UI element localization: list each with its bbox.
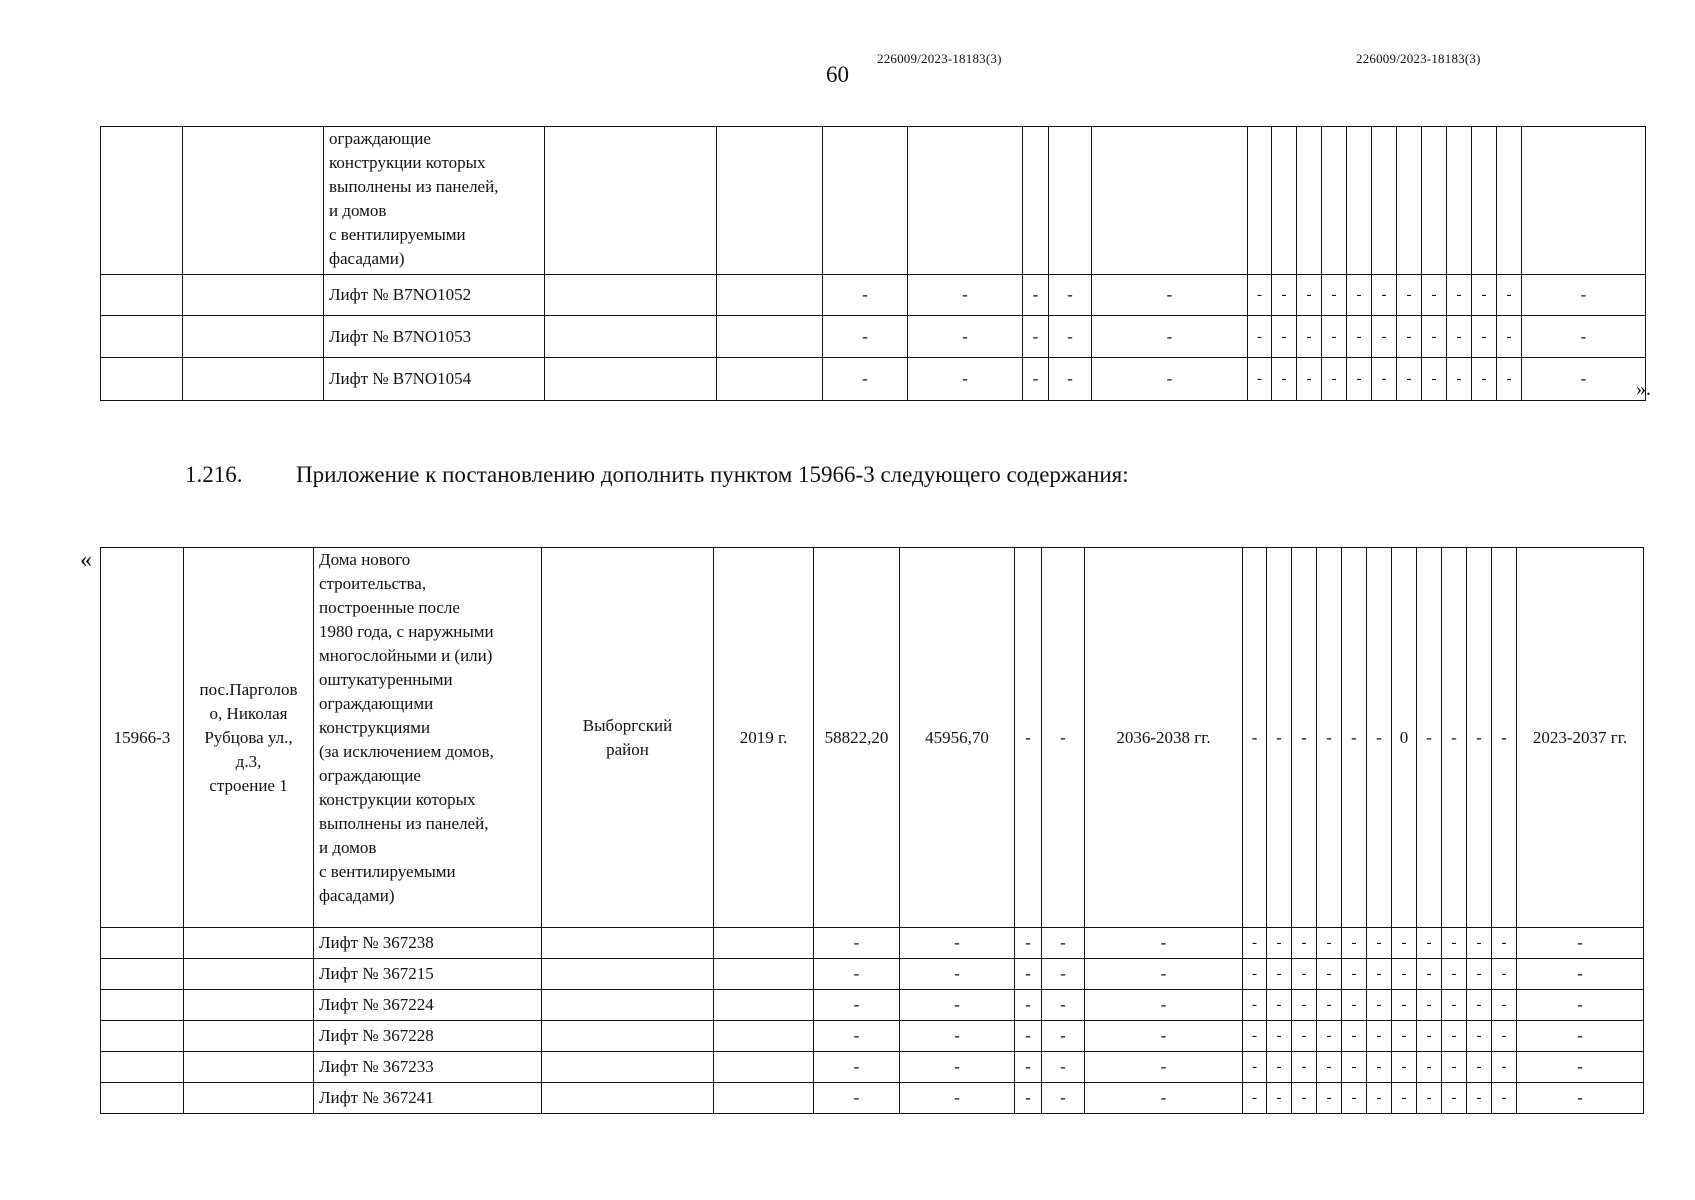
dash-cell: - [1042, 1021, 1085, 1052]
top-table-continuation-row [101, 127, 1646, 275]
dash-cell: - [1297, 275, 1322, 316]
dash-cell: - [1317, 1083, 1342, 1114]
small-cell: - [1467, 548, 1492, 928]
dash-cell: - [900, 959, 1015, 990]
small-cell: - [1442, 548, 1467, 928]
dash-cell: - [823, 275, 908, 316]
address-cell: пос.Парголов о, Николая Рубцова ул., д.3, строение 1 [184, 548, 314, 928]
dash-cell: - [1517, 1083, 1644, 1114]
dash-cell: - [1492, 1052, 1517, 1083]
dash-cell: - [1042, 928, 1085, 959]
dash-cell: - [900, 1021, 1015, 1052]
dash-cell: - [814, 1083, 900, 1114]
dash-cell: - [1392, 990, 1417, 1021]
dash-cell: - [1417, 928, 1442, 959]
closing-quote: ». [1636, 378, 1651, 400]
dash-cell: - [1342, 1021, 1367, 1052]
dash-cell: - [1322, 275, 1347, 316]
year-cell: 2019 г. [714, 548, 814, 928]
dash-cell: - [1347, 358, 1372, 401]
dash-cell: - [1417, 1052, 1442, 1083]
dash-cell: - [1243, 1052, 1267, 1083]
dash-cell: - [1392, 928, 1417, 959]
dash-cell: - [900, 990, 1015, 1021]
total-area-cell: 58822,20 [814, 548, 900, 928]
table-row-main [101, 548, 1644, 928]
table-row [101, 990, 1644, 1021]
dash-cell: - [1517, 1052, 1644, 1083]
lift-name: Лифт № 367241 [314, 1083, 542, 1114]
table-row [101, 1052, 1644, 1083]
dash-cell: - [1042, 1052, 1085, 1083]
dash-cell: - [814, 1021, 900, 1052]
lift-name: Лифт № 367228 [314, 1021, 542, 1052]
dash-cell: - [1267, 1021, 1292, 1052]
dash-cell: - [1422, 316, 1447, 358]
dash-cell: - [908, 275, 1023, 316]
dash-cell: - [1447, 275, 1472, 316]
dash-cell: - [1317, 1052, 1342, 1083]
dash-cell: - [1367, 928, 1392, 959]
dash-cell: - [1417, 959, 1442, 990]
dash-cell: - [1085, 959, 1243, 990]
dash-cell: - [1023, 358, 1049, 401]
dash-cell: - [1472, 275, 1497, 316]
dash-cell: - [1467, 1052, 1492, 1083]
paragraph-text: Приложение к постановлению дополнить пунктом 15966-3 следующего содержания: [296, 462, 1129, 487]
dash-cell: - [1042, 1083, 1085, 1114]
dash-cell: - [1243, 959, 1267, 990]
dash-cell: - [1267, 1083, 1292, 1114]
period-cell: 2036-2038 гг. [1085, 548, 1243, 928]
dash-cell: - [1442, 1021, 1467, 1052]
dash-cell: - [1417, 1021, 1442, 1052]
dash-cell: - [1417, 990, 1442, 1021]
dash-cell: - [1517, 990, 1644, 1021]
opening-quote: « [80, 547, 92, 573]
dash-cell: - [1342, 928, 1367, 959]
dash-cell: - [1292, 1083, 1317, 1114]
dash-cell: - [1497, 275, 1522, 316]
dash-cell: - [1085, 990, 1243, 1021]
dash-cell: - [1467, 990, 1492, 1021]
dash-cell: - [1015, 959, 1042, 990]
dash-cell: - [1447, 358, 1472, 401]
dash-cell: - [1267, 959, 1292, 990]
dash-cell: - [1347, 275, 1372, 316]
dash-cell: - [1292, 990, 1317, 1021]
dash-cell: - [900, 928, 1015, 959]
lift-name: Лифт № 367233 [314, 1052, 542, 1083]
lift-name: Лифт № 367224 [314, 990, 542, 1021]
dash-cell: - [1322, 358, 1347, 401]
lift-name: Лифт № 367215 [314, 959, 542, 990]
dash-cell: - [1267, 928, 1292, 959]
building-type-cell: Дома нового строительства, построенные после 1980 года, с наружными многослойными и (или) оштукатуренными ограждающими конструкциями (за исключением домов, ограждающие конструкции которых выполнены из панелей, и домов с вентилируемыми фасадами) [314, 548, 542, 928]
dash-cell: - [1517, 1021, 1644, 1052]
dash-cell: - [1015, 990, 1042, 1021]
dash-cell: - [1522, 275, 1646, 316]
district-cell: Выборгский район [542, 548, 714, 928]
dash-cell: - [1023, 316, 1049, 358]
small-cell: - [1367, 548, 1392, 928]
small-cell: - [1292, 548, 1317, 928]
dash-cell: - [1492, 990, 1517, 1021]
registration-number-left: 226009/2023-18183(3) [877, 51, 1002, 66]
dash-cell: - [1272, 358, 1297, 401]
dash-cell: - [1248, 275, 1272, 316]
dash-cell: - [1243, 990, 1267, 1021]
dash-cell: - [1467, 1021, 1492, 1052]
lift-name: Лифт № B7NO1054 [324, 358, 545, 401]
dash-cell: - [1522, 358, 1646, 401]
object-code: 15966-3 [101, 548, 184, 928]
dash-cell: - [1442, 990, 1467, 1021]
dash-cell: - [1292, 1021, 1317, 1052]
dash-cell: - [823, 316, 908, 358]
table-row [101, 275, 1646, 316]
dash-cell: - [1015, 1021, 1042, 1052]
dash-cell: - [1467, 928, 1492, 959]
dash-cell: - [1342, 1083, 1367, 1114]
paragraph-number: 1.216. [185, 462, 243, 487]
dash-cell: - [1397, 275, 1422, 316]
dash-cell: - [1367, 1083, 1392, 1114]
dash-cell: - [1015, 928, 1042, 959]
dash-cell: - [1517, 928, 1644, 959]
dash-cell: - [1442, 959, 1467, 990]
registration-number-right: 226009/2023-18183(3) [1356, 51, 1481, 66]
table-row [101, 316, 1646, 358]
dash-cell: - [1267, 1052, 1292, 1083]
small-cell: - [1317, 548, 1342, 928]
dash-cell: - [1497, 316, 1522, 358]
dash-cell: - [900, 1083, 1015, 1114]
dash-cell: - [900, 1052, 1015, 1083]
small-cell: - [1267, 548, 1292, 928]
dash-cell: - [1492, 1083, 1517, 1114]
dash-cell: - [1015, 548, 1042, 928]
page-number: 60 [826, 62, 849, 87]
dash-cell: - [814, 928, 900, 959]
dash-cell: - [1272, 316, 1297, 358]
dash-cell: - [814, 959, 900, 990]
dash-cell: - [1492, 959, 1517, 990]
dash-cell: - [814, 990, 900, 1021]
dash-cell: - [1442, 1052, 1467, 1083]
small-cell: - [1243, 548, 1267, 928]
dash-cell: - [908, 358, 1023, 401]
small-cell: 0 [1392, 548, 1417, 928]
dash-cell: - [1297, 316, 1322, 358]
dash-cell: - [1042, 548, 1085, 928]
dash-cell: - [1015, 1083, 1042, 1114]
dash-cell: - [1367, 990, 1392, 1021]
dash-cell: - [1292, 1052, 1317, 1083]
dash-cell: - [1042, 990, 1085, 1021]
dash-cell: - [1492, 928, 1517, 959]
dash-cell: - [1042, 959, 1085, 990]
dash-cell: - [1267, 990, 1292, 1021]
dash-cell: - [1397, 358, 1422, 401]
dash-cell: - [1447, 316, 1472, 358]
dash-cell: - [1492, 1021, 1517, 1052]
dash-cell: - [1392, 959, 1417, 990]
dash-cell: - [1367, 1052, 1392, 1083]
dash-cell: - [814, 1052, 900, 1083]
dash-cell: - [1049, 275, 1092, 316]
dash-cell: - [1372, 316, 1397, 358]
lift-name: Лифт № B7NO1052 [324, 275, 545, 316]
dash-cell: - [1092, 358, 1248, 401]
dash-cell: - [1472, 316, 1497, 358]
dash-cell: - [1049, 358, 1092, 401]
small-cell: - [1342, 548, 1367, 928]
dash-cell: - [1392, 1083, 1417, 1114]
dash-cell: - [1292, 959, 1317, 990]
dash-cell: - [1422, 358, 1447, 401]
dash-cell: - [1417, 1083, 1442, 1114]
dash-cell: - [1317, 1021, 1342, 1052]
top-table [100, 126, 1646, 401]
dash-cell: - [1085, 1021, 1243, 1052]
dash-cell: - [1517, 959, 1644, 990]
small-cell: - [1417, 548, 1442, 928]
table-row [101, 1083, 1644, 1114]
dash-cell: - [1472, 358, 1497, 401]
table-row [101, 1021, 1644, 1052]
dash-cell: - [1243, 928, 1267, 959]
dash-cell: - [1467, 959, 1492, 990]
dash-cell: - [1372, 275, 1397, 316]
dash-cell: - [1522, 316, 1646, 358]
description-cell: ограждающие конструкции которых выполнены из панелей, и домов с вентилируемыми фасадами) [324, 127, 545, 275]
dash-cell: - [1372, 358, 1397, 401]
dash-cell: - [1297, 358, 1322, 401]
lift-name: Лифт № B7NO1053 [324, 316, 545, 358]
dash-cell: - [1243, 1021, 1267, 1052]
dash-cell: - [1347, 316, 1372, 358]
dash-cell: - [1342, 990, 1367, 1021]
dash-cell: - [1397, 316, 1422, 358]
dash-cell: - [1085, 928, 1243, 959]
dash-cell: - [1422, 275, 1447, 316]
dash-cell: - [1023, 275, 1049, 316]
dash-cell: - [1467, 1083, 1492, 1114]
dash-cell: - [1392, 1021, 1417, 1052]
dash-cell: - [1243, 1083, 1267, 1114]
bottom-table [100, 547, 1644, 1114]
dash-cell: - [1442, 928, 1467, 959]
dash-cell: - [1392, 1052, 1417, 1083]
dash-cell: - [1317, 990, 1342, 1021]
dash-cell: - [1248, 358, 1272, 401]
table-row [101, 959, 1644, 990]
dash-cell: - [1317, 959, 1342, 990]
dash-cell: - [1497, 358, 1522, 401]
dash-cell: - [1322, 316, 1347, 358]
dash-cell: - [1015, 1052, 1042, 1083]
dash-cell: - [1092, 316, 1248, 358]
dash-cell: - [1272, 275, 1297, 316]
dash-cell: - [1367, 959, 1392, 990]
table-row [101, 358, 1646, 401]
dash-cell: - [1367, 1021, 1392, 1052]
dash-cell: - [1049, 316, 1092, 358]
small-cell: - [1492, 548, 1517, 928]
dash-cell: - [1342, 1052, 1367, 1083]
dash-cell: - [1092, 275, 1248, 316]
dash-cell: - [1317, 928, 1342, 959]
table-row [101, 928, 1644, 959]
living-area-cell: 45956,70 [900, 548, 1015, 928]
dash-cell: - [908, 316, 1023, 358]
dash-cell: - [823, 358, 908, 401]
dash-cell: - [1085, 1083, 1243, 1114]
dash-cell: - [1442, 1083, 1467, 1114]
plan-period-cell: 2023-2037 гг. [1517, 548, 1644, 928]
dash-cell: - [1342, 959, 1367, 990]
dash-cell: - [1085, 1052, 1243, 1083]
dash-cell: - [1248, 316, 1272, 358]
lift-name: Лифт № 367238 [314, 928, 542, 959]
dash-cell: - [1292, 928, 1317, 959]
